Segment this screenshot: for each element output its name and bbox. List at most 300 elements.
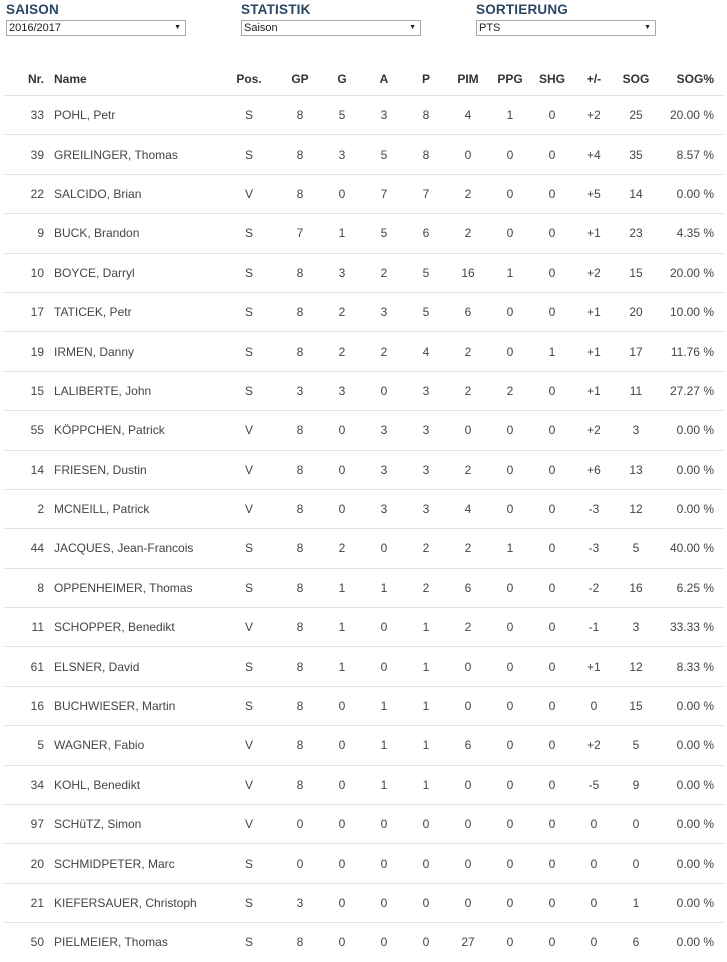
cell-plus-minus: +6	[573, 450, 615, 489]
cell-p: 2	[405, 568, 447, 607]
cell-a: 1	[363, 568, 405, 607]
table-row	[4, 726, 724, 765]
cell-nr: 21	[4, 883, 44, 922]
sorting-select[interactable]	[476, 20, 656, 36]
cell-shg: 0	[531, 253, 573, 292]
cell-gp: 8	[279, 96, 321, 135]
cell-sog-percent: 0.00 %	[657, 765, 724, 804]
cell-nr: 17	[4, 292, 44, 331]
cell-nr: 14	[4, 450, 44, 489]
cell-nr: 44	[4, 529, 44, 568]
cell-plus-minus: +1	[573, 292, 615, 331]
cell-pos: S	[219, 292, 279, 331]
cell-sog: 15	[615, 686, 657, 725]
cell-sog-percent: 27.27 %	[657, 371, 724, 410]
cell-p: 1	[405, 726, 447, 765]
cell-gp: 8	[279, 647, 321, 686]
cell-sog-percent: 0.00 %	[657, 923, 724, 962]
cell-nr: 50	[4, 923, 44, 962]
cell-nr: 20	[4, 844, 44, 883]
cell-p: 3	[405, 489, 447, 528]
cell-pos: S	[219, 253, 279, 292]
cell-gp: 8	[279, 292, 321, 331]
cell-sog: 0	[615, 844, 657, 883]
cell-gp: 8	[279, 253, 321, 292]
cell-shg: 0	[531, 805, 573, 844]
cell-pos: S	[219, 214, 279, 253]
header-plus-minus[interactable]: +/-	[586, 71, 602, 86]
cell-ppg: 0	[489, 844, 531, 883]
cell-g: 0	[321, 450, 363, 489]
season-value: 2016/2017	[9, 22, 61, 34]
cell-shg: 0	[531, 923, 573, 962]
table-row	[4, 844, 724, 883]
cell-g: 0	[321, 923, 363, 962]
cell-nr: 97	[4, 805, 44, 844]
cell-shg: 0	[531, 489, 573, 528]
cell-pim: 2	[447, 174, 489, 213]
cell-a: 3	[363, 292, 405, 331]
cell-sog-percent: 6.25 %	[657, 568, 724, 607]
table-row	[4, 332, 724, 371]
cell-p: 1	[405, 686, 447, 725]
cell-shg: 0	[531, 174, 573, 213]
cell-plus-minus: +2	[573, 96, 615, 135]
cell-gp: 8	[279, 726, 321, 765]
table-row	[4, 135, 724, 174]
cell-shg: 1	[531, 332, 573, 371]
cell-pos: S	[219, 529, 279, 568]
cell-plus-minus: -2	[573, 568, 615, 607]
table-row	[4, 529, 724, 568]
cell-p: 1	[405, 608, 447, 647]
cell-plus-minus: 0	[573, 844, 615, 883]
cell-sog-percent: 0.00 %	[657, 686, 724, 725]
cell-shg: 0	[531, 883, 573, 922]
cell-ppg: 0	[489, 805, 531, 844]
cell-gp: 8	[279, 529, 321, 568]
cell-gp: 3	[279, 883, 321, 922]
season-filter	[6, 1, 186, 36]
cell-shg: 0	[531, 529, 573, 568]
cell-pos: S	[219, 923, 279, 962]
cell-name: KÖPPCHEN, Patrick	[44, 411, 219, 450]
cell-sog-percent: 0.00 %	[657, 450, 724, 489]
cell-plus-minus: +1	[573, 332, 615, 371]
cell-g: 1	[321, 568, 363, 607]
sorting-value: PTS	[479, 22, 501, 34]
table-row	[4, 686, 724, 725]
table-row	[4, 253, 724, 292]
cell-a: 0	[363, 883, 405, 922]
cell-pim: 6	[447, 726, 489, 765]
cell-p: 3	[405, 450, 447, 489]
cell-p: 2	[405, 529, 447, 568]
cell-g: 2	[321, 529, 363, 568]
cell-plus-minus: -1	[573, 608, 615, 647]
cell-a: 1	[363, 726, 405, 765]
table-row	[4, 923, 724, 962]
header-g[interactable]: G	[337, 71, 347, 86]
chevron-down-icon: ▼	[644, 24, 651, 31]
cell-sog: 25	[615, 96, 657, 135]
cell-ppg: 0	[489, 726, 531, 765]
cell-gp: 8	[279, 332, 321, 371]
cell-plus-minus: 0	[573, 883, 615, 922]
cell-pos: S	[219, 647, 279, 686]
header-ppg[interactable]: PPG	[497, 71, 523, 86]
cell-p: 3	[405, 411, 447, 450]
cell-pos: S	[219, 844, 279, 883]
table-row	[4, 174, 724, 213]
table-row	[4, 214, 724, 253]
cell-gp: 8	[279, 608, 321, 647]
cell-sog: 14	[615, 174, 657, 213]
cell-sog: 3	[615, 608, 657, 647]
cell-plus-minus: 0	[573, 686, 615, 725]
cell-plus-minus: -5	[573, 765, 615, 804]
cell-sog: 5	[615, 529, 657, 568]
cell-sog: 17	[615, 332, 657, 371]
cell-sog-percent: 20.00 %	[657, 96, 724, 135]
cell-ppg: 0	[489, 647, 531, 686]
cell-name: GREILINGER, Thomas	[44, 135, 219, 174]
cell-nr: 9	[4, 214, 44, 253]
sorting-label: SORTIERUNG	[476, 2, 569, 17]
cell-plus-minus: -3	[573, 489, 615, 528]
cell-shg: 0	[531, 726, 573, 765]
cell-pos: V	[219, 411, 279, 450]
chevron-down-icon: ▼	[174, 24, 181, 31]
cell-plus-minus: +2	[573, 411, 615, 450]
cell-a: 5	[363, 135, 405, 174]
table-row	[4, 568, 724, 607]
cell-plus-minus: +2	[573, 253, 615, 292]
header-sog-percent[interactable]: SOG%	[676, 71, 714, 86]
cell-shg: 0	[531, 608, 573, 647]
cell-name: MCNEILL, Patrick	[44, 489, 219, 528]
cell-a: 1	[363, 686, 405, 725]
cell-sog-percent: 0.00 %	[657, 805, 724, 844]
statistic-value: Saison	[244, 22, 278, 34]
cell-g: 1	[321, 608, 363, 647]
cell-name: SCHMIDPETER, Marc	[44, 844, 219, 883]
cell-plus-minus: +5	[573, 174, 615, 213]
cell-sog: 3	[615, 411, 657, 450]
cell-p: 4	[405, 332, 447, 371]
table-row	[4, 411, 724, 450]
cell-p: 1	[405, 647, 447, 686]
cell-sog: 20	[615, 292, 657, 331]
table-header-row	[4, 62, 724, 96]
cell-pim: 2	[447, 529, 489, 568]
cell-sog-percent: 8.33 %	[657, 647, 724, 686]
cell-pim: 0	[447, 135, 489, 174]
cell-a: 3	[363, 450, 405, 489]
cell-pos: S	[219, 96, 279, 135]
cell-shg: 0	[531, 214, 573, 253]
cell-gp: 0	[279, 844, 321, 883]
cell-ppg: 1	[489, 96, 531, 135]
table-row	[4, 450, 724, 489]
cell-shg: 0	[531, 411, 573, 450]
cell-ppg: 0	[489, 135, 531, 174]
cell-p: 6	[405, 214, 447, 253]
cell-pim: 0	[447, 805, 489, 844]
cell-a: 0	[363, 371, 405, 410]
cell-shg: 0	[531, 568, 573, 607]
table-row	[4, 489, 724, 528]
cell-a: 0	[363, 529, 405, 568]
cell-shg: 0	[531, 647, 573, 686]
cell-g: 0	[321, 844, 363, 883]
cell-name: JACQUES, Jean-Francois	[44, 529, 219, 568]
header-pim[interactable]: PIM	[457, 71, 479, 86]
cell-pos: V	[219, 489, 279, 528]
header-gp[interactable]: GP	[291, 71, 309, 86]
cell-p: 1	[405, 765, 447, 804]
cell-a: 0	[363, 805, 405, 844]
cell-g: 2	[321, 332, 363, 371]
table-row	[4, 292, 724, 331]
cell-plus-minus: 0	[573, 805, 615, 844]
cell-nr: 55	[4, 411, 44, 450]
cell-pim: 2	[447, 332, 489, 371]
season-label: SAISON	[6, 2, 59, 17]
header-shg[interactable]: SHG	[538, 71, 565, 86]
cell-ppg: 1	[489, 529, 531, 568]
table-row	[4, 96, 724, 135]
cell-a: 0	[363, 844, 405, 883]
table-row	[4, 765, 724, 804]
cell-plus-minus: 0	[573, 923, 615, 962]
cell-a: 3	[363, 489, 405, 528]
cell-nr: 15	[4, 371, 44, 410]
cell-pim: 0	[447, 647, 489, 686]
cell-sog: 0	[615, 805, 657, 844]
cell-sog: 12	[615, 489, 657, 528]
cell-gp: 8	[279, 923, 321, 962]
cell-pim: 6	[447, 568, 489, 607]
cell-g: 0	[321, 411, 363, 450]
cell-g: 1	[321, 647, 363, 686]
cell-nr: 5	[4, 726, 44, 765]
cell-name: OPPENHEIMER, Thomas	[44, 568, 219, 607]
cell-sog-percent: 4.35 %	[657, 214, 724, 253]
cell-a: 0	[363, 923, 405, 962]
cell-pim: 2	[447, 214, 489, 253]
cell-pim: 27	[447, 923, 489, 962]
cell-pim: 0	[447, 844, 489, 883]
cell-sog-percent: 0.00 %	[657, 411, 724, 450]
statistic-select[interactable]	[241, 20, 421, 36]
header-a[interactable]: A	[379, 71, 389, 86]
cell-gp: 8	[279, 765, 321, 804]
cell-ppg: 0	[489, 489, 531, 528]
cell-p: 3	[405, 371, 447, 410]
statistic-filter	[241, 1, 421, 36]
cell-name: FRIESEN, Dustin	[44, 450, 219, 489]
player-stats-table	[4, 62, 724, 962]
cell-pim: 4	[447, 489, 489, 528]
cell-sog: 12	[615, 647, 657, 686]
cell-ppg: 0	[489, 292, 531, 331]
cell-p: 5	[405, 253, 447, 292]
cell-nr: 19	[4, 332, 44, 371]
cell-ppg: 0	[489, 686, 531, 725]
cell-name: KIEFERSAUER, Christoph	[44, 883, 219, 922]
cell-sog-percent: 20.00 %	[657, 253, 724, 292]
cell-name: LALIBERTE, John	[44, 371, 219, 410]
statistic-label: STATISTIK	[241, 2, 311, 17]
cell-shg: 0	[531, 96, 573, 135]
cell-a: 0	[363, 647, 405, 686]
cell-sog: 1	[615, 883, 657, 922]
cell-g: 0	[321, 765, 363, 804]
cell-pos: S	[219, 686, 279, 725]
cell-nr: 33	[4, 96, 44, 135]
cell-pim: 0	[447, 883, 489, 922]
cell-pos: S	[219, 332, 279, 371]
cell-plus-minus: -3	[573, 529, 615, 568]
cell-p: 8	[405, 135, 447, 174]
cell-nr: 39	[4, 135, 44, 174]
cell-plus-minus: +1	[573, 647, 615, 686]
cell-name: POHL, Petr	[44, 96, 219, 135]
cell-a: 1	[363, 765, 405, 804]
cell-sog: 23	[615, 214, 657, 253]
cell-g: 5	[321, 96, 363, 135]
cell-gp: 8	[279, 174, 321, 213]
cell-sog-percent: 0.00 %	[657, 174, 724, 213]
cell-pos: S	[219, 371, 279, 410]
cell-p: 0	[405, 883, 447, 922]
cell-ppg: 0	[489, 883, 531, 922]
cell-ppg: 0	[489, 450, 531, 489]
table-row	[4, 608, 724, 647]
cell-ppg: 0	[489, 332, 531, 371]
cell-sog-percent: 0.00 %	[657, 726, 724, 765]
cell-ppg: 1	[489, 253, 531, 292]
cell-gp: 8	[279, 135, 321, 174]
cell-a: 5	[363, 214, 405, 253]
header-nr[interactable]: Nr.	[27, 71, 44, 86]
cell-shg: 0	[531, 135, 573, 174]
cell-sog-percent: 0.00 %	[657, 489, 724, 528]
cell-shg: 0	[531, 450, 573, 489]
cell-ppg: 2	[489, 371, 531, 410]
cell-name: IRMEN, Danny	[44, 332, 219, 371]
cell-g: 1	[321, 214, 363, 253]
table-row	[4, 371, 724, 410]
cell-pim: 0	[447, 686, 489, 725]
cell-sog: 5	[615, 726, 657, 765]
cell-p: 5	[405, 292, 447, 331]
cell-name: PIELMEIER, Thomas	[44, 923, 219, 962]
cell-plus-minus: +2	[573, 726, 615, 765]
cell-name: TATICEK, Petr	[44, 292, 219, 331]
cell-pim: 2	[447, 608, 489, 647]
cell-sog: 13	[615, 450, 657, 489]
table-row	[4, 647, 724, 686]
cell-pos: V	[219, 726, 279, 765]
cell-gp: 8	[279, 450, 321, 489]
cell-sog-percent: 0.00 %	[657, 844, 724, 883]
cell-name: WAGNER, Fabio	[44, 726, 219, 765]
cell-sog: 16	[615, 568, 657, 607]
cell-name: KOHL, Benedikt	[44, 765, 219, 804]
cell-g: 3	[321, 135, 363, 174]
season-select[interactable]	[6, 20, 186, 36]
cell-g: 0	[321, 174, 363, 213]
cell-name: ELSNER, David	[44, 647, 219, 686]
cell-plus-minus: +1	[573, 214, 615, 253]
cell-pim: 2	[447, 450, 489, 489]
cell-a: 3	[363, 96, 405, 135]
cell-g: 2	[321, 292, 363, 331]
cell-g: 3	[321, 253, 363, 292]
cell-gp: 8	[279, 686, 321, 725]
cell-a: 7	[363, 174, 405, 213]
cell-pos: V	[219, 608, 279, 647]
cell-pos: S	[219, 135, 279, 174]
cell-p: 8	[405, 96, 447, 135]
cell-sog-percent: 40.00 %	[657, 529, 724, 568]
cell-nr: 16	[4, 686, 44, 725]
cell-gp: 8	[279, 489, 321, 528]
sorting-filter	[476, 1, 656, 36]
cell-nr: 61	[4, 647, 44, 686]
header-pos[interactable]: Pos.	[236, 71, 262, 86]
cell-sog-percent: 10.00 %	[657, 292, 724, 331]
cell-name: SALCIDO, Brian	[44, 174, 219, 213]
chevron-down-icon: ▼	[409, 24, 416, 31]
cell-name: BUCK, Brandon	[44, 214, 219, 253]
cell-pos: V	[219, 450, 279, 489]
cell-shg: 0	[531, 844, 573, 883]
cell-nr: 8	[4, 568, 44, 607]
cell-nr: 10	[4, 253, 44, 292]
cell-ppg: 0	[489, 923, 531, 962]
cell-gp: 8	[279, 568, 321, 607]
cell-pim: 0	[447, 765, 489, 804]
cell-a: 3	[363, 411, 405, 450]
header-name[interactable]: Name	[54, 71, 87, 86]
cell-pim: 4	[447, 96, 489, 135]
cell-p: 0	[405, 805, 447, 844]
cell-nr: 22	[4, 174, 44, 213]
cell-shg: 0	[531, 371, 573, 410]
cell-g: 0	[321, 883, 363, 922]
cell-pim: 2	[447, 371, 489, 410]
cell-p: 7	[405, 174, 447, 213]
cell-sog: 35	[615, 135, 657, 174]
cell-g: 0	[321, 686, 363, 725]
cell-ppg: 0	[489, 765, 531, 804]
cell-sog: 15	[615, 253, 657, 292]
header-sog[interactable]: SOG	[622, 71, 650, 86]
cell-gp: 3	[279, 371, 321, 410]
cell-sog: 9	[615, 765, 657, 804]
cell-p: 0	[405, 923, 447, 962]
cell-nr: 34	[4, 765, 44, 804]
cell-pos: S	[219, 568, 279, 607]
cell-g: 0	[321, 489, 363, 528]
cell-shg: 0	[531, 292, 573, 331]
cell-nr: 2	[4, 489, 44, 528]
cell-gp: 7	[279, 214, 321, 253]
header-p[interactable]: P	[421, 71, 430, 86]
